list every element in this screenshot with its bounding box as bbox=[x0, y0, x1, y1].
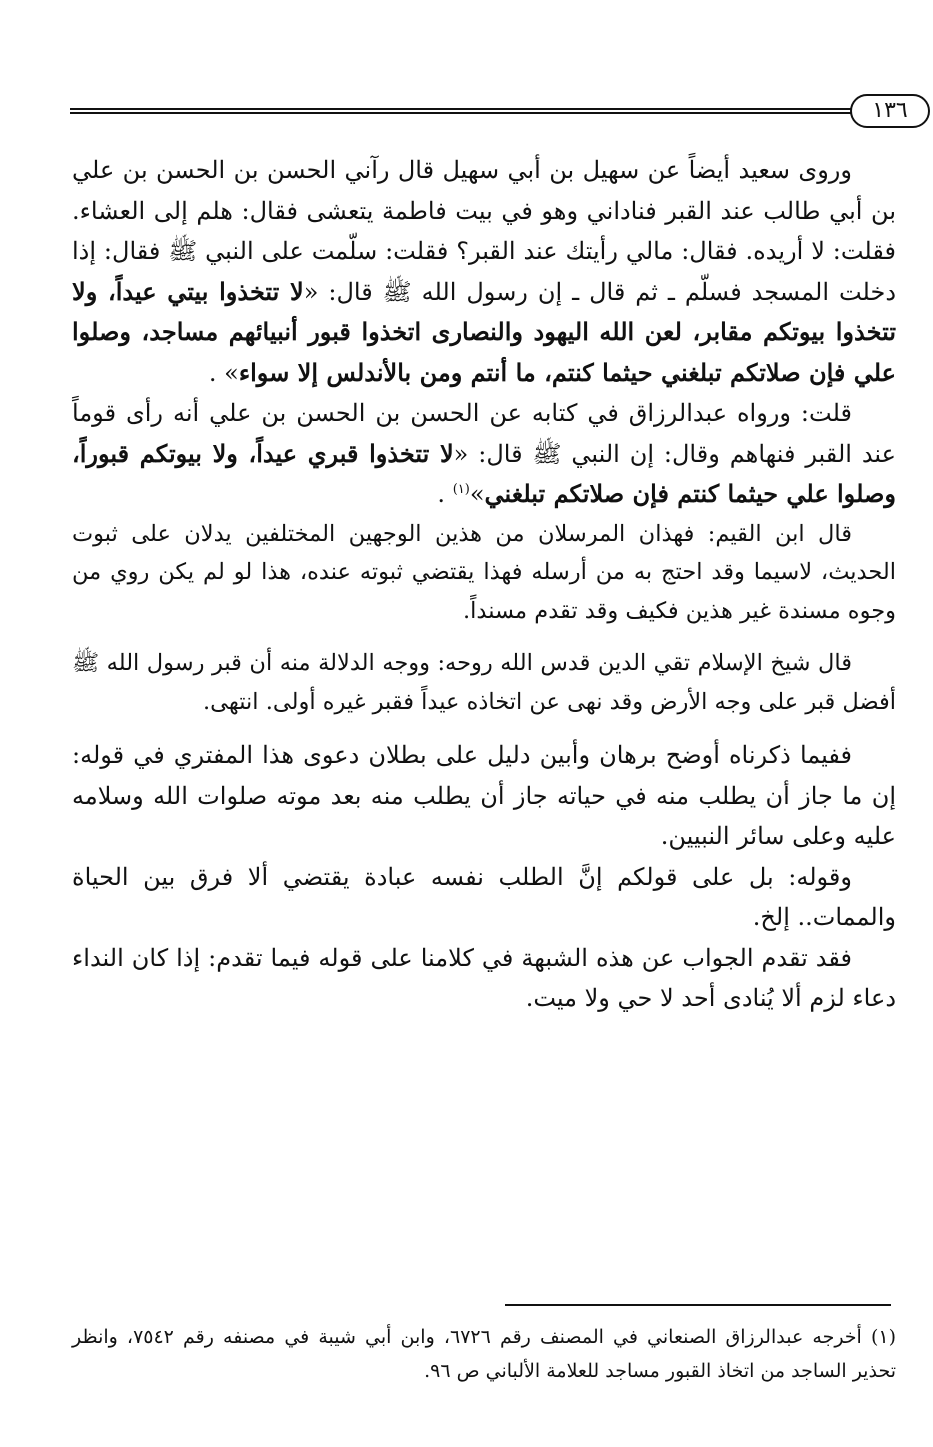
text-segment: فقد تقدم الجواب عن هذه الشبهة في كلامنا على قوله فيما تقدم: إذا كان النداء دعاء لزم ألا يُنادى أحد لا حي ولا ميت. bbox=[72, 943, 896, 1012]
footnote-separator bbox=[505, 1304, 891, 1306]
page-header bbox=[70, 92, 932, 132]
text-segment: . bbox=[437, 480, 453, 508]
text-segment: وقوله: بل على قولكم إنَّ الطلب نفسه عبادة يقتضي ألا فرق بين الحياة والممات.. إلخ. bbox=[72, 862, 896, 931]
paragraph-2 bbox=[72, 393, 896, 515]
header-rule bbox=[70, 108, 852, 114]
paragraph-1 bbox=[72, 150, 896, 393]
paragraph-5 bbox=[72, 735, 896, 857]
page-number: ١٣٦ bbox=[850, 94, 930, 128]
paragraph-3 bbox=[72, 515, 896, 631]
text-segment: قال شيخ الإسلام تقي الدين قدس الله روحه: ووجه الدلالة منه أن قبر رسول الله ﷺ أفضل قبر على وجه الأرض وقد نهى عن اتخاذه عيداً فقبر غيره أولى. انتهى. bbox=[72, 650, 896, 715]
main-text bbox=[72, 150, 896, 1019]
hadith-quote: لا تتخذوا بيتي عيداً، ولا تتخذوا بيوتكم مقابر، لعن الله اليهود والنصارى اتخذوا قبور أنبيائهم مساجد، وصلوا علي فإن صلاتكم تبلغني حيثما كنتم، ما أنتم ومن بالأندلس إلا سواء bbox=[72, 276, 897, 387]
text-segment: » . bbox=[208, 358, 239, 387]
footnote-marker: (١) bbox=[452, 482, 470, 497]
text-segment: قلت: ورواه عبدالرزاق في كتابه عن الحسن بن الحسن بن علي أنه رأى قوماً عند القبر فنهاهم وقال: إن النبي ﷺ قال: « bbox=[72, 399, 896, 468]
footnotes bbox=[72, 1320, 896, 1388]
footnote-1: (١) أخرجه عبدالرزاق الصنعاني في المصنف رقم ٦٧٢٦، وابن أبي شيبة في مصنفه رقم ٧٥٤٢، وانظر تحذير الساجد من اتخاذ القبور مساجد للعلامة الألباني ص ٩٦. bbox=[72, 1326, 897, 1382]
paragraph-6 bbox=[72, 857, 896, 938]
text-segment: قال ابن القيم: فهذان المرسلان من هذين الوجهين المختلفين يدلان على ثبوت الحديث، لاسيما وقد احتج به من أرسله فهذا يقتضي ثبوته عنده، هذا لو لم يكن روي من وجوه مسندة غير هذين فكيف وقد تقدم مسنداً. bbox=[72, 520, 896, 624]
paragraph-4 bbox=[72, 644, 896, 721]
hadith-quote: لا تتخذوا قبري عيداً، ولا بيوتكم قبوراً، وصلوا علي حيثما كنتم فإن صلاتكم تبلغني bbox=[72, 438, 896, 508]
paragraph-7 bbox=[72, 938, 896, 1019]
text-segment: ففيما ذكرناه أوضح برهان وأبين دليل على بطلان دعوى هذا المفتري في قوله: إن ما جاز أن يطلب منه في حياته جاز أن يطلب منه بعد موته صلوات الله وسلامه عليه وعلى سائر النبيين. bbox=[72, 741, 896, 850]
text-segment: » bbox=[469, 480, 485, 508]
text-segment: وروى سعيد أيضاً عن سهيل بن أبي سهيل قال رآني الحسن بن الحسن بن علي بن أبي طالب عند القبر فناداني وهو في بيت فاطمة يتعشى فقال: هلم إلى العشاء. فقلت: لا أريده. فقال: مالي رأيتك عند القبر؟ فقلت: سلّمت على النبي ﷺ فقال: إذا دخلت المسجد فسلّم ـ ثم قال ـ إن رسول الله ﷺ قال: « bbox=[72, 156, 896, 306]
